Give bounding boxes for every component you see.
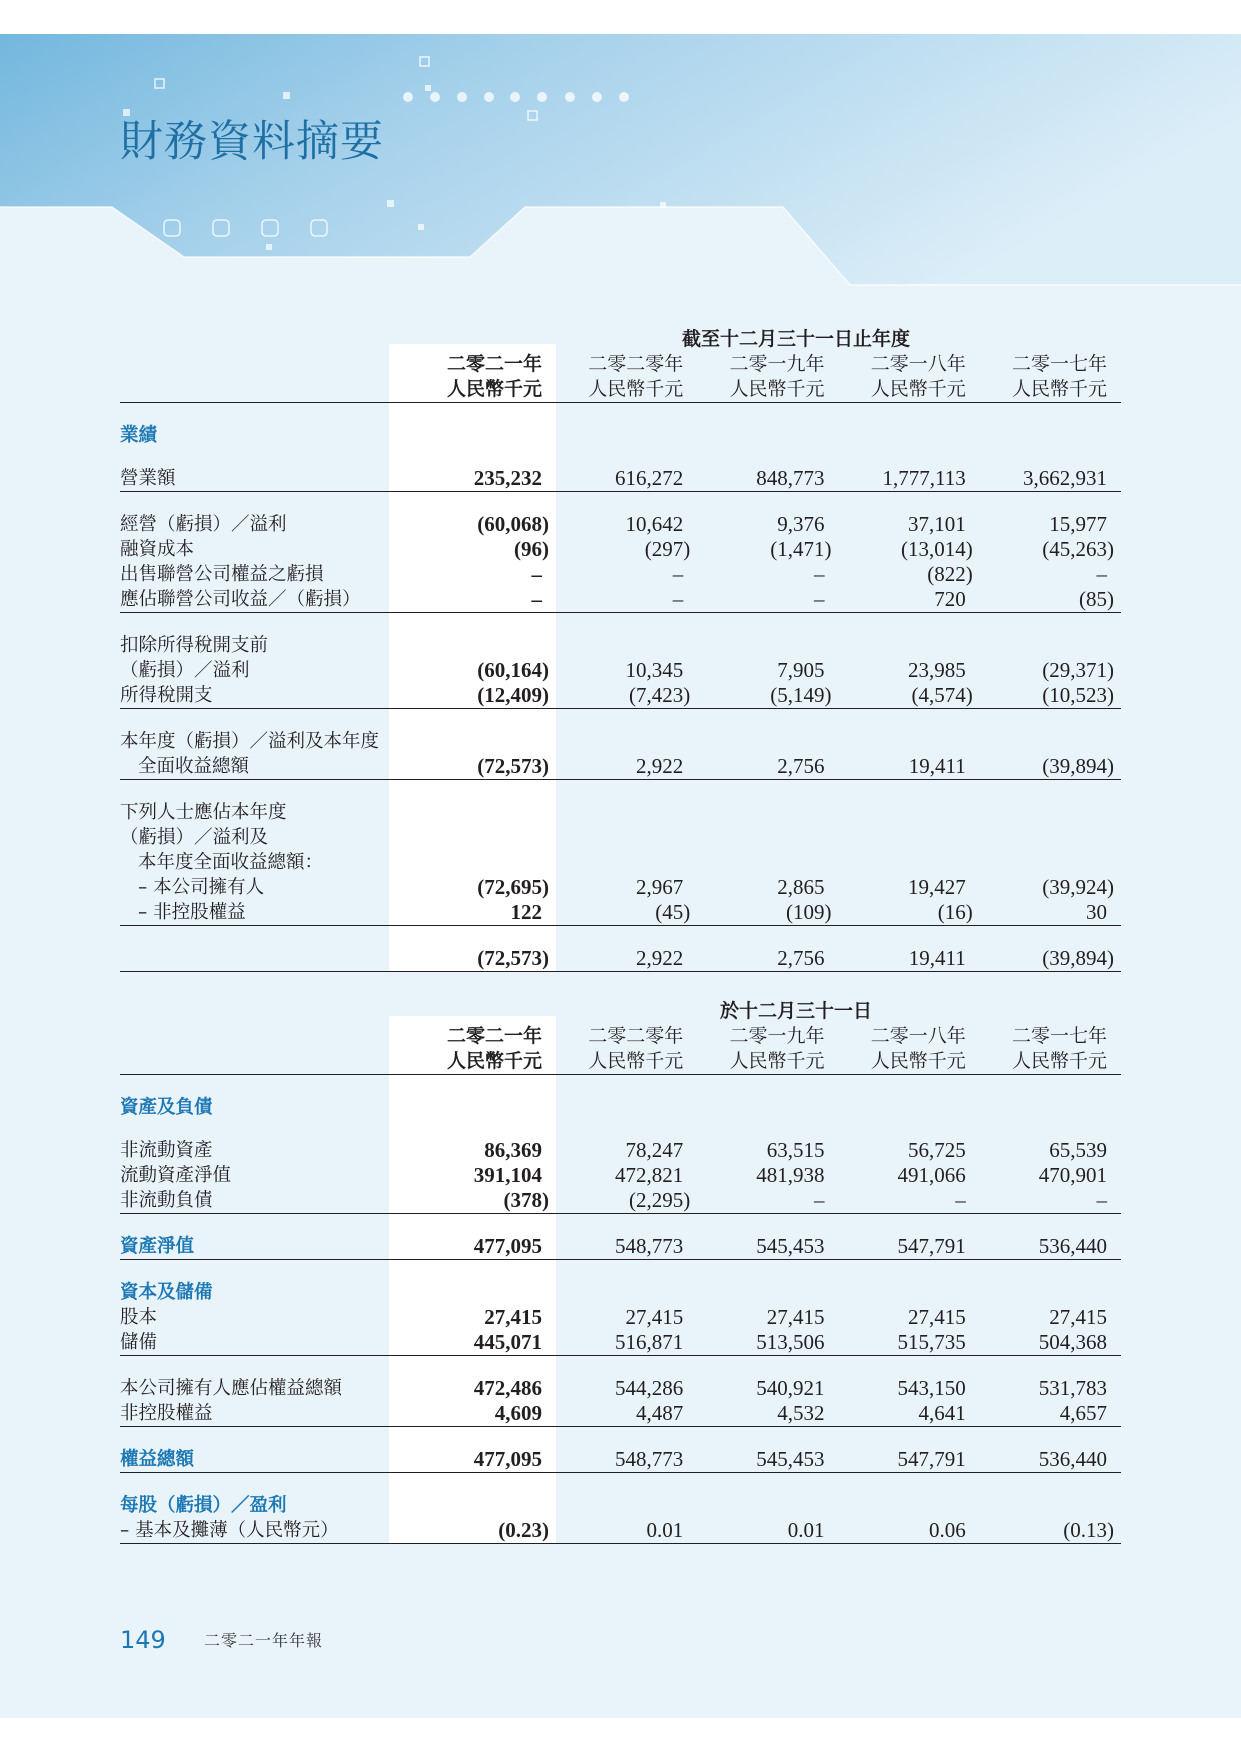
row-label: 全面收益總額: [138, 756, 250, 777]
value-cell: [980, 1095, 1121, 1120]
header-row: [120, 1024, 1121, 1049]
column-year: 二零二一年: [446, 1025, 542, 1047]
value-cell: 2,922: [636, 754, 684, 778]
value-cell: 470,901: [1038, 1163, 1107, 1187]
value-cell: 536,440: [1038, 1234, 1107, 1258]
value-cell: 9,376: [777, 512, 825, 536]
value-cell: 616,272: [615, 466, 684, 490]
column-header: [120, 1024, 1121, 1075]
value-cell: [556, 633, 697, 658]
value-cell: [697, 825, 838, 850]
value-cell: [556, 729, 697, 754]
value-cell: (10,523): [1042, 683, 1114, 707]
decorative-dots: [403, 92, 629, 102]
value-cell: 391,104: [473, 1163, 542, 1187]
row-label: 本年度全面收益總額：: [138, 852, 324, 873]
row-group: [120, 1138, 1121, 1214]
column-year: 二零一九年: [729, 1025, 825, 1047]
row-label: 非控股權益: [120, 1403, 213, 1424]
blank-cell: [120, 999, 389, 1024]
row-group: [120, 1447, 1121, 1473]
row-label: 本公司擁有人應佔權益總額: [120, 1378, 343, 1399]
value-cell: 4,641: [918, 1401, 966, 1425]
table-row: [120, 633, 1121, 658]
column-unit: 人民幣千元: [1011, 1050, 1107, 1072]
column-unit: 人民幣千元: [729, 1050, 825, 1072]
value-cell: 531,783: [1038, 1376, 1107, 1400]
value-cell: 545,453: [756, 1447, 825, 1471]
value-cell: [389, 633, 556, 658]
value-cell: [556, 1280, 697, 1305]
table-row: [120, 1330, 1121, 1355]
caption-row: [120, 999, 1121, 1024]
income-summary-table: [120, 327, 1121, 972]
table-row: [120, 1493, 1121, 1518]
value-cell: 78,247: [625, 1138, 684, 1162]
blank-cell: [120, 377, 389, 402]
value-cell: 27,415: [625, 1305, 684, 1329]
value-cell: (45,263): [1042, 537, 1114, 561]
blank-cell: [120, 327, 389, 352]
header-row: [120, 352, 1121, 377]
value-cell: (72,695): [477, 875, 549, 899]
value-cell: 504,368: [1038, 1330, 1107, 1354]
table-row: [120, 1095, 1121, 1120]
value-cell: [980, 800, 1121, 825]
table-row: [120, 512, 1121, 537]
value-cell: (7,423): [629, 683, 691, 707]
value-cell: [389, 1095, 556, 1120]
row-label: 融資成本: [120, 539, 195, 560]
value-cell: (5,149): [770, 683, 832, 707]
table-row: [120, 466, 1121, 491]
value-cell: (96): [514, 537, 549, 561]
value-cell: 547,791: [897, 1234, 966, 1258]
row-group: [120, 633, 1121, 709]
value-cell: –: [531, 562, 542, 586]
value-cell: 19,411: [908, 946, 966, 970]
table-row: [120, 1518, 1121, 1543]
value-cell: (12,409): [477, 683, 549, 707]
value-cell: –: [1096, 562, 1107, 586]
table-row: [120, 1305, 1121, 1330]
value-cell: 481,938: [756, 1163, 825, 1187]
row-label: 每股（虧損）／盈利: [120, 1495, 287, 1516]
value-cell: [556, 850, 697, 875]
value-cell: [839, 1095, 980, 1120]
value-cell: –: [814, 562, 825, 586]
value-cell: 19,411: [908, 754, 966, 778]
column-year: 二零二零年: [588, 1025, 684, 1047]
value-cell: –: [814, 587, 825, 611]
value-cell: 0.01: [787, 1518, 825, 1542]
row-label: 非流動負債: [120, 1190, 213, 1211]
row-label: 權益總額: [120, 1449, 195, 1470]
value-cell: 2,756: [777, 754, 825, 778]
value-cell: [389, 825, 556, 850]
value-cell: [980, 423, 1121, 448]
value-cell: (297): [644, 537, 691, 561]
value-cell: [697, 800, 838, 825]
table-row: [120, 1447, 1121, 1472]
value-cell: 2,865: [777, 875, 825, 899]
value-cell: 2,967: [636, 875, 684, 899]
value-cell: [389, 423, 556, 448]
table-row: [120, 1163, 1121, 1188]
value-cell: [839, 729, 980, 754]
value-cell: 4,532: [777, 1401, 825, 1425]
column-year: 二零一九年: [729, 353, 825, 375]
row-group: [120, 729, 1121, 780]
table-row: [120, 658, 1121, 683]
value-cell: [556, 800, 697, 825]
value-cell: [839, 423, 980, 448]
table-row: [120, 825, 1121, 850]
row-label: 非流動資產: [120, 1140, 213, 1161]
value-cell: 472,486: [473, 1376, 542, 1400]
value-cell: [389, 1493, 556, 1518]
value-cell: (39,894): [1042, 754, 1114, 778]
value-cell: 7,905: [777, 658, 825, 682]
value-cell: 516,871: [615, 1330, 684, 1354]
column-unit: 人民幣千元: [446, 378, 542, 400]
value-cell: 477,095: [473, 1447, 542, 1471]
value-cell: [980, 825, 1121, 850]
value-cell: –: [1096, 1188, 1107, 1212]
value-cell: 543,150: [897, 1376, 966, 1400]
table-row: [120, 1280, 1121, 1305]
value-cell: [839, 850, 980, 875]
row-label: – 非控股權益: [138, 902, 246, 923]
value-cell: 491,066: [897, 1163, 966, 1187]
row-group: [120, 1234, 1121, 1260]
table-row: [120, 1138, 1121, 1163]
blank-cell: [120, 1024, 389, 1049]
value-cell: [697, 1095, 838, 1120]
value-cell: –: [531, 587, 542, 611]
value-cell: [697, 1493, 838, 1518]
row-label: [120, 946, 389, 971]
value-cell: [980, 633, 1121, 658]
row-label: （虧損）／溢利: [120, 660, 250, 681]
value-cell: [980, 1280, 1121, 1305]
column-header: [120, 352, 1121, 403]
value-cell: (16): [937, 900, 973, 924]
column-unit: 人民幣千元: [1011, 378, 1107, 400]
row-group: [120, 466, 1121, 492]
value-cell: 515,735: [897, 1330, 966, 1354]
value-cell: [839, 633, 980, 658]
row-group: [120, 1493, 1121, 1544]
row-label: 本年度（虧損）／溢利及本年度: [120, 731, 380, 752]
value-cell: [980, 1493, 1121, 1518]
page-title: 財務資料摘要: [120, 117, 384, 167]
value-cell: 540,921: [756, 1376, 825, 1400]
row-label: 扣除所得稅開支前: [120, 635, 269, 656]
value-cell: –: [955, 1188, 966, 1212]
value-cell: 63,515: [766, 1138, 825, 1162]
column-year: 二零二零年: [588, 353, 684, 375]
value-cell: 0.01: [646, 1518, 684, 1542]
value-cell: 3,662,931: [1023, 466, 1107, 490]
page-footer: [120, 1624, 520, 1656]
column-year: 二零一八年: [870, 1025, 966, 1047]
value-cell: [839, 1280, 980, 1305]
row-label: 業績: [120, 425, 158, 446]
table-caption: 於十二月三十一日: [719, 1000, 872, 1022]
table-caption: 截至十二月三十一日止年度: [681, 328, 910, 350]
caption-row: [120, 327, 1121, 352]
column-year: 二零一七年: [1011, 1025, 1107, 1047]
value-cell: (4,574): [911, 683, 973, 707]
row-label: 流動資產淨值: [120, 1165, 232, 1186]
value-cell: 56,725: [908, 1138, 966, 1162]
balance-summary-table: [120, 999, 1121, 1544]
value-cell: (85): [1079, 587, 1114, 611]
table-row: [120, 683, 1121, 708]
value-cell: 513,506: [756, 1330, 825, 1354]
value-cell: 848,773: [756, 466, 825, 490]
value-cell: [697, 423, 838, 448]
header-row: [120, 377, 1121, 402]
value-cell: 37,101: [908, 512, 966, 536]
value-cell: [389, 850, 556, 875]
table-row: [120, 562, 1121, 587]
table-row: [120, 1234, 1121, 1259]
table-row: [120, 1376, 1121, 1401]
value-cell: (13,014): [901, 537, 973, 561]
value-cell: [697, 633, 838, 658]
value-cell: [697, 729, 838, 754]
table-row: [120, 537, 1121, 562]
row-label: 資產及負債: [120, 1097, 213, 1118]
value-cell: 4,487: [636, 1401, 684, 1425]
value-cell: 536,440: [1038, 1447, 1107, 1471]
value-cell: [556, 825, 697, 850]
value-cell: (0.23): [498, 1518, 549, 1542]
row-label: 資本及儲備: [120, 1282, 213, 1303]
value-cell: [556, 423, 697, 448]
blank-cell: [120, 352, 389, 377]
value-cell: (39,894): [1042, 946, 1114, 970]
value-cell: [980, 729, 1121, 754]
row-label: 應佔聯營公司收益／（虧損）: [120, 589, 361, 610]
column-year: 二零二一年: [446, 353, 542, 375]
value-cell: (45): [655, 900, 691, 924]
value-cell: [556, 1095, 697, 1120]
value-cell: 445,071: [473, 1330, 542, 1354]
value-cell: 720: [934, 587, 966, 611]
row-label: – 本公司擁有人: [138, 877, 265, 898]
value-cell: 4,609: [494, 1401, 542, 1425]
value-cell: [556, 1493, 697, 1518]
value-cell: (2,295): [629, 1188, 691, 1212]
column-unit: 人民幣千元: [446, 1050, 542, 1072]
value-cell: 2,756: [777, 946, 825, 970]
row-group: [120, 1095, 1121, 1120]
row-group: [120, 1376, 1121, 1427]
value-cell: 23,985: [908, 658, 966, 682]
value-cell: 235,232: [473, 466, 542, 490]
value-cell: –: [814, 1188, 825, 1212]
value-cell: [980, 850, 1121, 875]
value-cell: 548,773: [615, 1447, 684, 1471]
value-cell: 65,539: [1049, 1138, 1107, 1162]
row-group: [120, 512, 1121, 613]
column-unit: 人民幣千元: [729, 378, 825, 400]
value-cell: (1,471): [770, 537, 832, 561]
value-cell: (72,573): [477, 754, 549, 778]
page-number: 149: [120, 1626, 166, 1654]
column-year: 二零一八年: [870, 353, 966, 375]
value-cell: [389, 729, 556, 754]
value-cell: 548,773: [615, 1234, 684, 1258]
row-group: [120, 800, 1121, 926]
row-group: [120, 1280, 1121, 1356]
value-cell: [839, 825, 980, 850]
row-label: 儲備: [120, 1332, 158, 1353]
row-group: [120, 423, 1121, 448]
value-cell: –: [672, 562, 684, 586]
column-unit: 人民幣千元: [870, 378, 966, 400]
value-cell: (60,164): [477, 658, 549, 682]
row-label: （虧損）／溢利及: [120, 827, 269, 848]
value-cell: (29,371): [1042, 658, 1114, 682]
row-label: 所得稅開支: [120, 685, 213, 706]
row-label: 股本: [120, 1307, 158, 1328]
value-cell: 4,657: [1059, 1401, 1107, 1425]
table-row: [120, 800, 1121, 825]
value-cell: [697, 850, 838, 875]
row-label: 資產淨值: [120, 1236, 195, 1257]
value-cell: 545,453: [756, 1234, 825, 1258]
value-cell: (109): [786, 900, 832, 924]
value-cell: 547,791: [897, 1447, 966, 1471]
value-cell: [839, 1493, 980, 1518]
value-cell: 472,821: [615, 1163, 684, 1187]
value-cell: 544,286: [615, 1376, 684, 1400]
table-row: [120, 587, 1121, 612]
value-cell: 122: [510, 900, 542, 924]
value-cell: 2,922: [636, 946, 684, 970]
header-row: [120, 1049, 1121, 1074]
value-cell: –: [672, 587, 684, 611]
value-cell: 477,095: [473, 1234, 542, 1258]
table-row: [120, 900, 1121, 925]
value-cell: 27,415: [766, 1305, 825, 1329]
value-cell: 10,345: [625, 658, 684, 682]
value-cell: 10,642: [625, 512, 684, 536]
table-row: [120, 1188, 1121, 1213]
table-row: [120, 946, 1121, 971]
value-cell: [389, 800, 556, 825]
table-row: [120, 729, 1121, 754]
value-cell: 27,415: [484, 1305, 542, 1329]
value-cell: 15,977: [1049, 512, 1107, 536]
value-cell: 27,415: [908, 1305, 966, 1329]
report-title: 二零二一年年報: [204, 1631, 324, 1650]
row-label: 營業額: [120, 468, 176, 489]
column-unit: 人民幣千元: [588, 378, 684, 400]
value-cell: 19,427: [908, 875, 966, 899]
value-cell: [389, 1280, 556, 1305]
value-cell: 0.06: [929, 1518, 966, 1542]
table-row: [120, 875, 1121, 900]
column-unit: 人民幣千元: [870, 1050, 966, 1072]
value-cell: 27,415: [1049, 1305, 1107, 1329]
row-group: [120, 946, 1121, 972]
value-cell: (72,573): [477, 946, 549, 970]
column-year: 二零一七年: [1011, 353, 1107, 375]
value-cell: (822): [927, 562, 973, 586]
table-row: [120, 850, 1121, 875]
table-row: [120, 1401, 1121, 1426]
value-cell: 30: [1086, 900, 1107, 924]
value-cell: [839, 800, 980, 825]
value-cell: 1,777,113: [882, 466, 966, 490]
value-cell: (378): [503, 1188, 549, 1212]
value-cell: (0.13): [1063, 1518, 1114, 1542]
value-cell: [697, 1280, 838, 1305]
row-label: – 基本及攤薄（人民幣元）: [120, 1520, 339, 1541]
value-cell: (60,068): [477, 512, 549, 536]
row-label: 經營（虧損）／溢利: [120, 514, 287, 535]
blank-cell: [120, 1049, 389, 1074]
column-unit: 人民幣千元: [588, 1050, 684, 1072]
value-cell: (39,924): [1042, 875, 1114, 899]
table-row: [120, 754, 1121, 779]
row-label: 下列人士應佔本年度: [120, 802, 287, 823]
table-row: [120, 423, 1121, 448]
value-cell: 86,369: [484, 1138, 542, 1162]
row-label: 出售聯營公司權益之虧損: [120, 564, 324, 585]
